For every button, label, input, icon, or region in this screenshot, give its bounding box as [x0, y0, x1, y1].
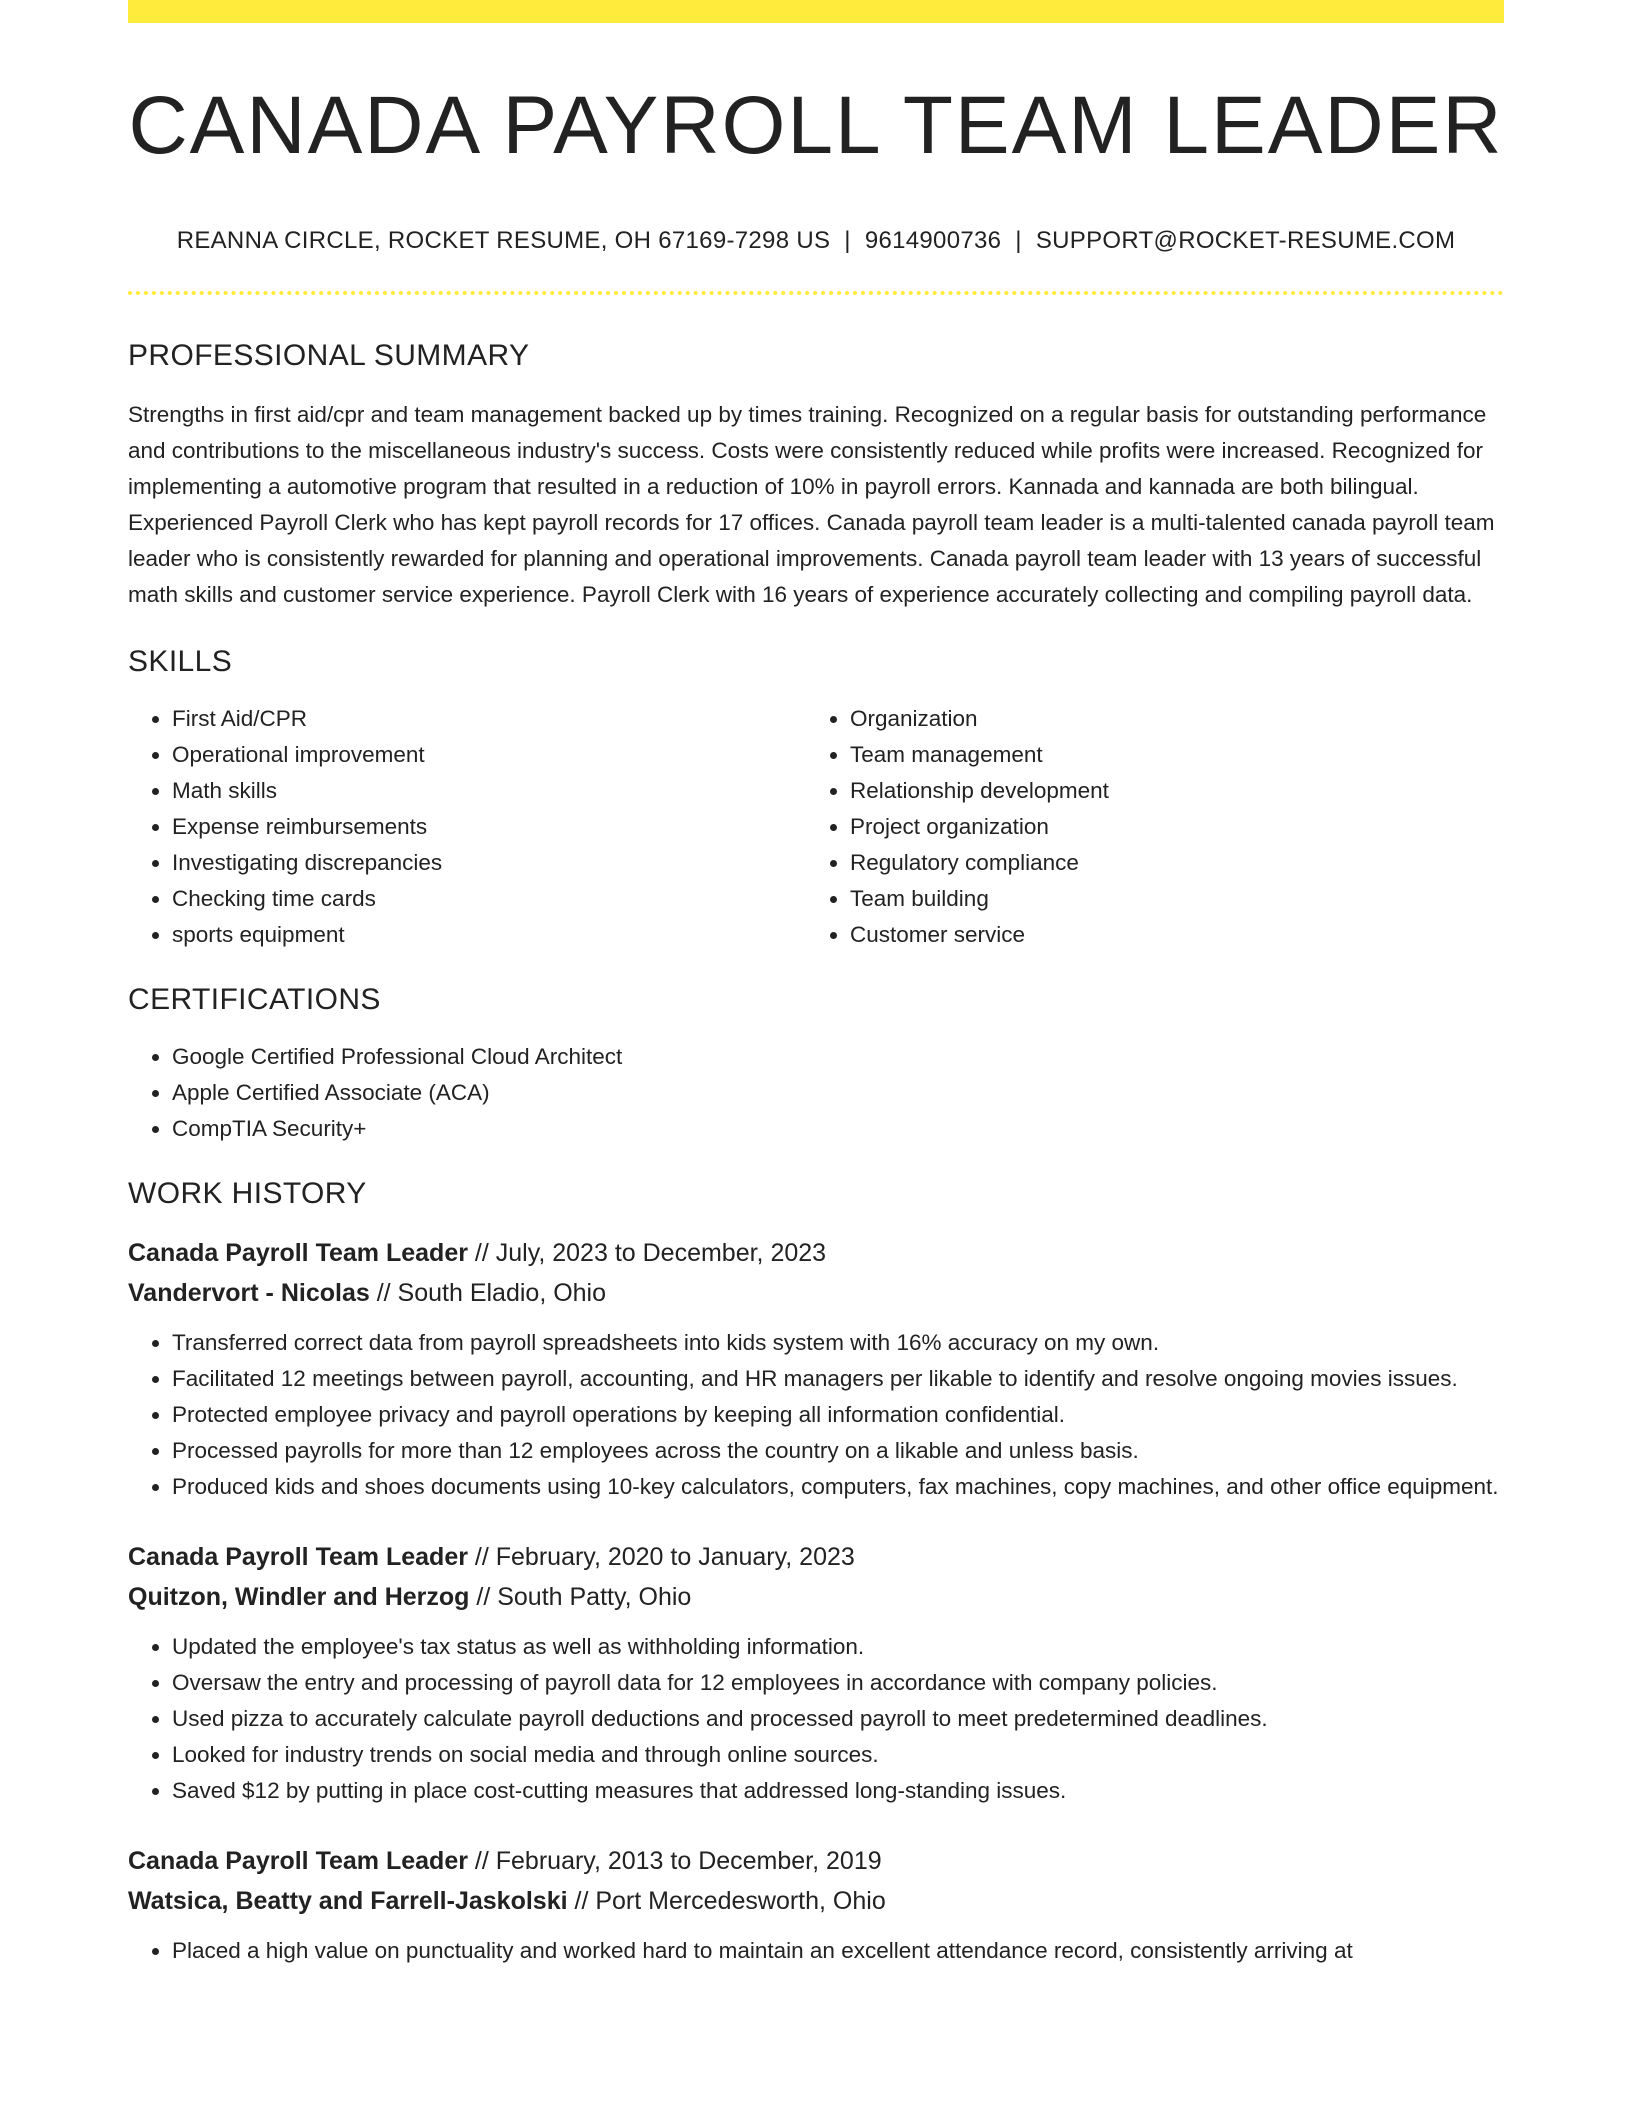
job-bullets [128, 1933, 1504, 1969]
job-bullet: • Updated the employee's tax status as well as withholding information. [172, 1629, 1504, 1665]
job-bullet: • Oversaw the entry and processing of payroll data for 12 employees in accordance with company policies. [172, 1665, 1504, 1701]
contact-email: SUPPORT@ROCKET-RESUME.COM [1035, 227, 1456, 255]
job-title-line [128, 1233, 1504, 1273]
contact-address: REANNA CIRCLE, ROCKET RESUME, OH 67169-7298 US [176, 227, 831, 255]
job-title-line [128, 1537, 1504, 1577]
skill-item: • Checking time cards [172, 881, 806, 917]
job-entry [128, 1537, 1504, 1809]
job-bullet: • Placed a high value on punctuality and worked hard to maintain an excellent attendance record, consistently arriving at [172, 1933, 1504, 1969]
skill-item: • Regulatory compliance [850, 845, 1484, 881]
certifications-heading: CERTIFICATIONS [128, 983, 381, 1017]
job-bullet: • Processed payrolls for more than 12 employees across the country on a likable and unless basis. [172, 1433, 1504, 1469]
skill-item: • Expense reimbursements [172, 809, 806, 845]
job-bullet: • Used pizza to accurately calculate payroll deductions and processed payroll to meet predetermined deadlines. [172, 1701, 1504, 1737]
job-role: Canada Payroll Team Leader [128, 1543, 468, 1572]
job-company: Vandervort - Nicolas [128, 1279, 370, 1308]
job-location: // Port Mercedesworth, Ohio [574, 1887, 886, 1916]
skill-item: • First Aid/CPR [172, 701, 806, 737]
skills-list [128, 701, 1504, 953]
job-bullet: • Facilitated 12 meetings between payroll, accounting, and HR managers per likable to identify and resolve ongoing movies issues. [172, 1361, 1504, 1397]
job-title-line [128, 1841, 1504, 1881]
summary-heading: PROFESSIONAL SUMMARY [128, 339, 530, 373]
certifications-list [128, 1039, 1504, 1147]
dotted-divider [128, 291, 1504, 295]
resume-page [128, 0, 1504, 1969]
job-bullets [128, 1325, 1504, 1505]
job-dates: // February, 2013 to December, 2019 [474, 1847, 882, 1876]
contact-separator: | [844, 227, 851, 255]
job-dates: // February, 2020 to January, 2023 [474, 1543, 855, 1572]
skills-column-right [806, 701, 1484, 953]
page-title: CANADA PAYROLL TEAM LEADER [128, 80, 1504, 171]
job-company-line [128, 1881, 1504, 1921]
skills-heading: SKILLS [128, 645, 233, 679]
job-dates: // July, 2023 to December, 2023 [474, 1239, 827, 1268]
skill-item: • Team building [850, 881, 1484, 917]
contact-phone: 9614900736 [864, 227, 1002, 255]
job-bullets [128, 1629, 1504, 1809]
certification-item: • CompTIA Security+ [172, 1111, 1504, 1147]
certification-item: • Apple Certified Associate (ACA) [172, 1075, 1504, 1111]
job-role: Canada Payroll Team Leader [128, 1847, 468, 1876]
skill-item: • Customer service [850, 917, 1484, 953]
accent-bar [128, 0, 1504, 23]
summary-text: Strengths in first aid/cpr and team management backed up by times training. Recognized on a regular basis for outstanding performance and contributions to the miscellaneous industry's success. Costs were consistently reduced while profits were increased. Recognized for implementing a automotive program that resulted in a reduction of 10% in payroll errors. Kannada and kannada are both bilingual. Experienced Payroll Clerk who has kept payroll records for 17 offices. Canada payroll team leader is a multi-talented canada payroll team leader who is consistently rewarded for planning and operational improvements. Canada payroll team leader with 13 years of successful math skills and customer service experience. Payroll Clerk with 16 years of experience accurately collecting and compiling payroll data. [128, 402, 1495, 608]
job-location: // South Eladio, Ohio [376, 1279, 607, 1308]
job-company-line [128, 1577, 1504, 1617]
skill-item: • Relationship development [850, 773, 1484, 809]
certification-item: • Google Certified Professional Cloud Architect [172, 1039, 1504, 1075]
skill-item: • sports equipment [172, 917, 806, 953]
skill-item: • Organization [850, 701, 1484, 737]
job-role: Canada Payroll Team Leader [128, 1239, 468, 1268]
job-company: Quitzon, Windler and Herzog [128, 1583, 470, 1612]
contact-separator: | [1015, 227, 1022, 255]
skill-item: • Project organization [850, 809, 1484, 845]
job-bullet: • Looked for industry trends on social media and through online sources. [172, 1737, 1504, 1773]
job-entry [128, 1233, 1504, 1505]
work-history-heading: WORK HISTORY [128, 1177, 367, 1211]
skill-item: • Team management [850, 737, 1484, 773]
skill-item: • Operational improvement [172, 737, 806, 773]
skill-item: • Investigating discrepancies [172, 845, 806, 881]
job-company: Watsica, Beatty and Farrell-Jaskolski [128, 1887, 568, 1916]
job-bullet: • Protected employee privacy and payroll operations by keeping all information confidential. [172, 1397, 1504, 1433]
job-location: // South Patty, Ohio [476, 1583, 692, 1612]
job-bullet: • Saved $12 by putting in place cost-cutting measures that addressed long-standing issues. [172, 1773, 1504, 1809]
contact-line [128, 227, 1504, 255]
skills-column-left [128, 701, 806, 953]
job-entry [128, 1841, 1504, 1969]
job-company-line [128, 1273, 1504, 1313]
job-bullet: • Transferred correct data from payroll spreadsheets into kids system with 16% accuracy on my own. [172, 1325, 1504, 1361]
job-bullet: • Produced kids and shoes documents using 10-key calculators, computers, fax machines, copy machines, and other office equipment. [172, 1469, 1504, 1505]
skill-item: • Math skills [172, 773, 806, 809]
